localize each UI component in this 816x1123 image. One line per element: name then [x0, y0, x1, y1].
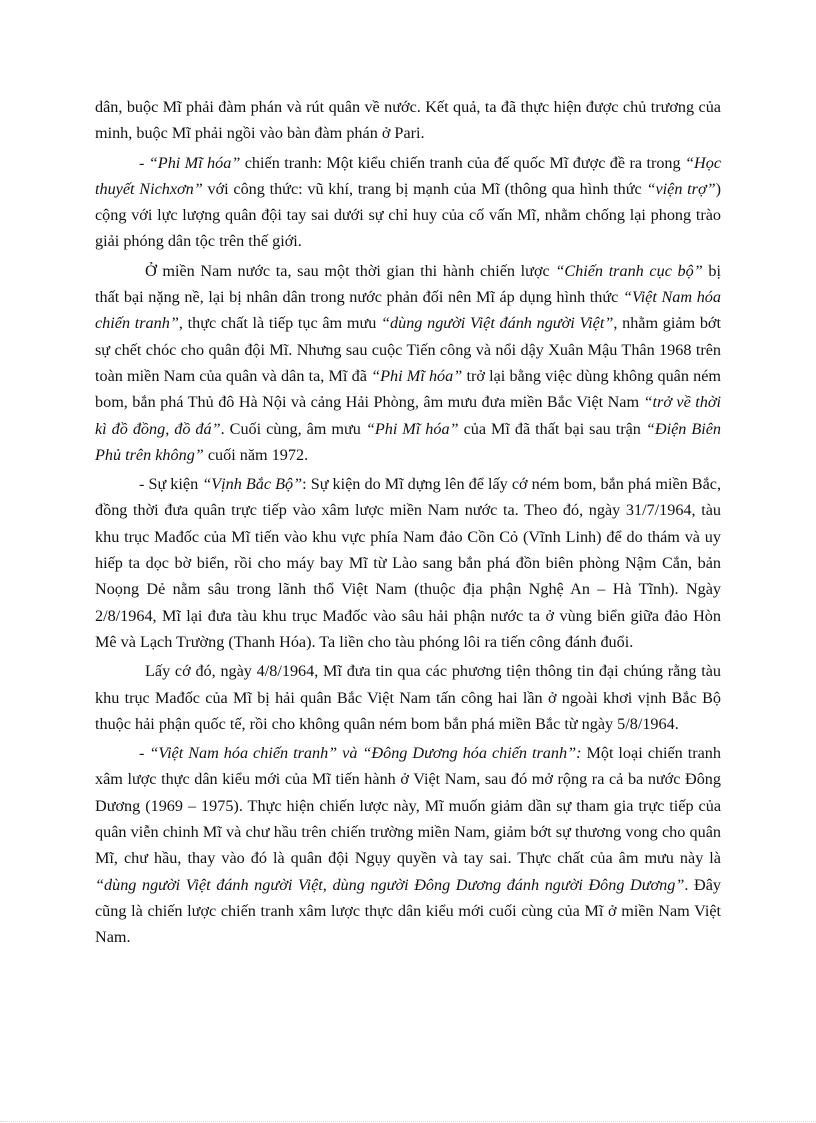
italic-run: “Học thuyết Nichxơn”	[95, 153, 722, 198]
text-run: Một loại chiến tranh xâm lược thực dân kiểu mới của Mĩ tiến hành ở Việt Nam, sau đó mở rộng ra cả ba nước Đông Dương (1969 – 1975). Thực hiện chiến lược này, Mĩ muốn giảm dần sự tham gia trực tiếp của quân viễn chinh Mĩ và chư hầu trên chiến trường miền Nam, giảm bớt sự thương vong cho quân Mĩ, chư hầu, thay vào đó là quân đội Ngụy quyền và tay sai. Thực chất của âm mưu này là	[95, 744, 721, 868]
italic-run: “Vịnh Bắc Bộ”	[202, 475, 303, 494]
text-run: ) cộng với lực lượng quân đội tay sai dưới sự chỉ huy của cố vấn Mĩ, nhằm chống lại phong trào giải phóng dân tộc trên thế giới.	[95, 179, 722, 251]
document-page	[95, 94, 721, 954]
paragraph-gulf-of-tonkin-incident	[95, 471, 721, 655]
paragraph-vietnamization	[95, 740, 721, 950]
paragraph-southern-vietnam	[95, 258, 721, 468]
italic-run: “Việt Nam hóa chiến tranh” và “Đông Dương hóa chiến tranh”:	[149, 744, 582, 763]
text-run: bị thất bại nặng nề, lại bị nhân dân trong nước phản đối nên Mĩ áp dụng hình thức	[95, 261, 722, 307]
text-run: dân, buộc Mĩ phải đàm phán và rút quân về nước. Kết quả, ta đã thực hiện được chủ trương của minh, buộc Mĩ phải ngồi vào bàn đàm phán ở Pari.	[95, 98, 721, 143]
italic-run: “Phi Mĩ hóa”	[148, 153, 241, 172]
italic-run: “viện trợ”	[646, 179, 716, 198]
paragraph-phi-mi-hoa-definition	[95, 150, 721, 255]
text-run: trở lại bằng việc dùng không quân ném bom, bắn phá Thủ đô Hà Nội và cảng Hải Phòng, âm mưu đưa miền Bắc Việt Nam	[95, 366, 722, 412]
italic-run: “Chiến tranh cục bộ”	[555, 261, 703, 280]
italic-run: “Phi Mĩ hóa”	[365, 419, 459, 438]
text-run: của Mĩ đã thất bại sau trận	[458, 419, 646, 438]
italic-run: “dùng người Việt đánh người Việt, dùng người Đông Dương đánh người Đông Dương”	[95, 875, 685, 894]
page-bottom-divider	[0, 1121, 816, 1122]
text-run: . Cuối cùng, âm mưu	[220, 419, 366, 438]
text-run: , thực chất là tiếp tục âm mưu	[178, 314, 382, 333]
text-run: -	[139, 153, 149, 172]
text-run: chiến tranh: Một kiểu chiến tranh của đế quốc Mĩ được đề ra trong	[240, 153, 686, 172]
italic-run: “Việt Nam hóa chiến tranh”	[95, 288, 721, 333]
text-run: Lấy cớ đó, ngày 4/8/1964, Mĩ đưa tin qua các phương tiện thông tin đại chúng rằng tàu khu trục Mađốc của Mĩ bị hải quân Bắc Việt Nam tấn công hai lần ở ngoài khơi vịnh Bắc Bộ thuộc hải phận quốc tế, rồi cho không quân ném bom bắn phá miền Bắc từ ngày 5/8/1964.	[95, 662, 721, 733]
italic-run: “Phi Mĩ hóa”	[371, 366, 463, 385]
text-run: : Sự kiện do Mĩ dựng lên để lấy cớ ném bom, bắn phá miền Bắc, đồng thời đưa quân trực tiếp vào xâm lược miền Nam nước ta. Theo đó, ngày 31/7/1964, tàu khu trục Mađốc của Mĩ tiến vào khu vực phía Nam đảo Cồn Cỏ (Vĩnh Linh) để do thám và uy hiếp ta dọc bờ biển, rồi cho máy bay Mĩ từ Lào sang bắn phá đồn biên phòng Nậm Cắn, bản Noọng Dẻ nằm sâu trong lãnh thổ Việt Nam (thuộc địa phận Nghệ An – Hà Tĩnh). Ngày 2/8/1964, Mĩ lại đưa tàu khu trục Mađốc vào sâu hải phận nước ta ở vùng biển giữa đảo Hòn Mê và Lạch Trường (Thanh Hóa). Ta liền cho tàu phóng lôi ra tiến công đánh đuổi.	[95, 475, 722, 651]
text-run: Ở miền Nam nước ta, sau một thời gian thi hành chiến lược	[145, 261, 556, 280]
text-run: - Sự kiện	[139, 475, 203, 494]
italic-run: “dùng người Việt đánh người Việt”	[381, 314, 614, 333]
text-run: . Đây cũng là chiến lược chiến tranh xâm lược thực dân kiểu mới cuối cùng của Mĩ ở miền Nam Việt Nam.	[95, 875, 722, 947]
italic-run: “trở về thời kì đồ đồng, đồ đá”	[95, 393, 721, 438]
paragraph-pretext-bombing	[95, 658, 721, 737]
italic-run: “Điện Biên Phủ trên không”	[95, 419, 722, 464]
text-run: với công thức: vũ khí, trang bị mạnh của Mĩ (thông qua hình thức	[202, 179, 647, 198]
paragraph-continuation	[95, 94, 721, 147]
text-run: cuối năm 1972.	[203, 445, 309, 464]
text-run: -	[139, 744, 150, 763]
text-run: , nhằm giảm bớt sự chết chóc cho quân đội Mĩ. Nhưng sau cuộc Tiến công và nổi dậy Xuân Mậu Thân 1968 trên toàn miền Nam của quân và dân ta, Mĩ đã	[95, 314, 721, 385]
